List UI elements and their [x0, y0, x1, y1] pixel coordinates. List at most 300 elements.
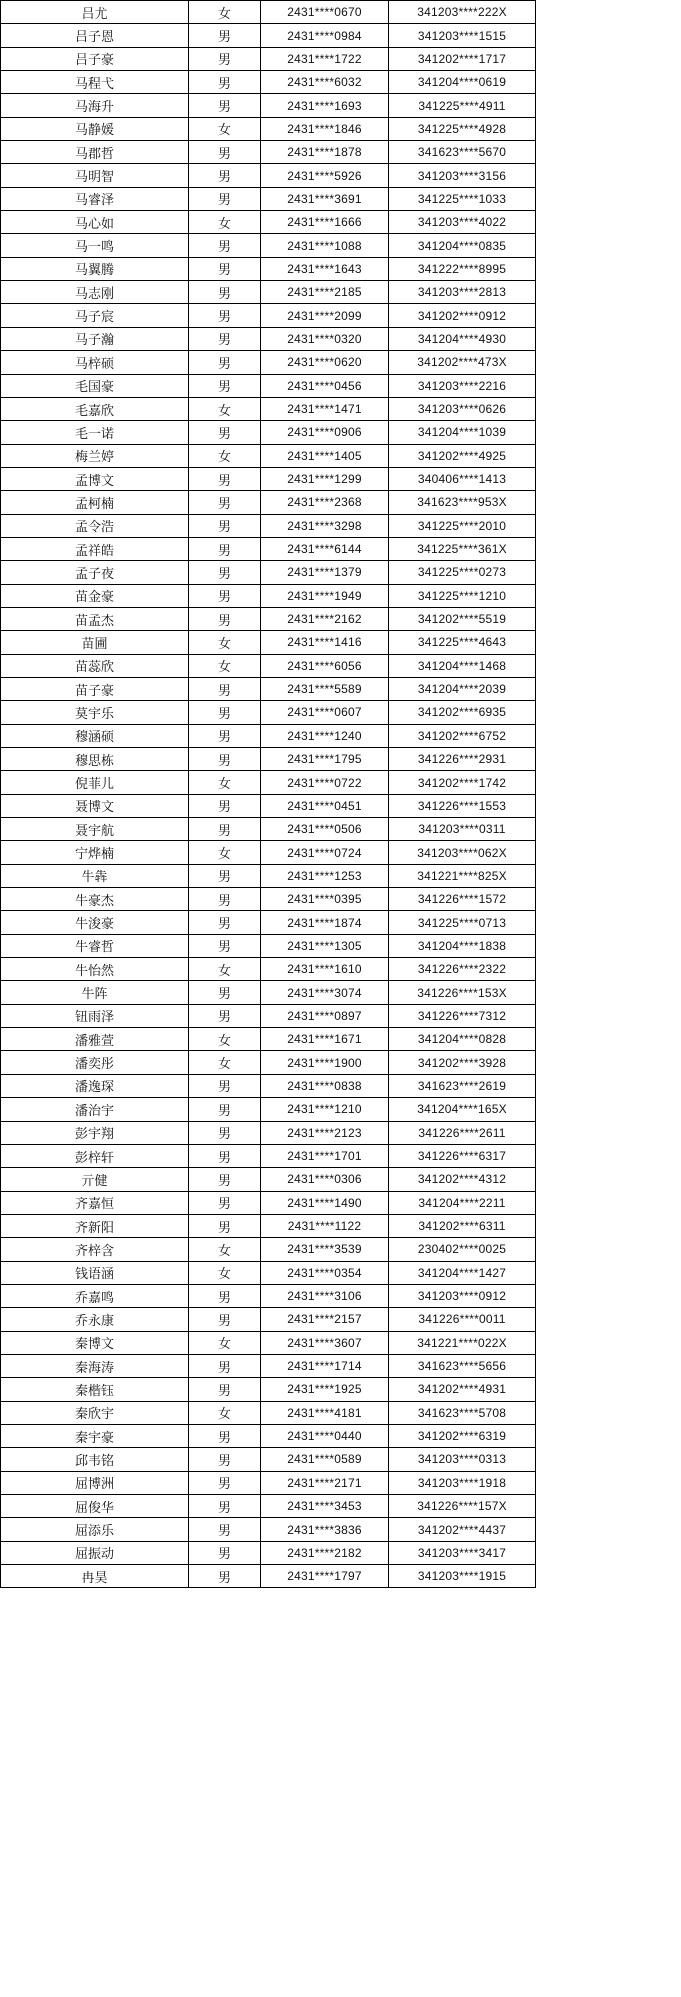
name-cell: 聂博文: [1, 794, 189, 817]
exam-id-cell: 2431****0306: [261, 1168, 389, 1191]
id-number-cell: 341623****5708: [389, 1401, 536, 1424]
exam-id-cell: 2431****0589: [261, 1448, 389, 1471]
gender-cell: 男: [189, 141, 261, 164]
exam-id-cell: 2431****1949: [261, 584, 389, 607]
name-cell: 倪菲儿: [1, 771, 189, 794]
table-row: [1, 607, 536, 630]
name-cell: 乔嘉鸣: [1, 1284, 189, 1307]
exam-id-cell: 2431****1693: [261, 94, 389, 117]
id-number-cell: 341225****1210: [389, 584, 536, 607]
table-row: [1, 514, 536, 537]
name-cell: 梅兰婷: [1, 444, 189, 467]
name-cell: 牛豪杰: [1, 888, 189, 911]
name-cell: 潘奕彤: [1, 1051, 189, 1074]
exam-id-cell: 2431****4181: [261, 1401, 389, 1424]
id-number-cell: 341226****1572: [389, 888, 536, 911]
id-number-cell: 341203****3417: [389, 1541, 536, 1564]
table-row: [1, 841, 536, 864]
name-cell: 齐梓含: [1, 1238, 189, 1261]
name-cell: 秦宇豪: [1, 1424, 189, 1447]
table-row: [1, 1121, 536, 1144]
id-number-cell: 341203****0311: [389, 818, 536, 841]
table-row: [1, 1354, 536, 1377]
table-row: [1, 561, 536, 584]
table-row: [1, 771, 536, 794]
table-row: [1, 1331, 536, 1354]
name-cell: 牛睿哲: [1, 934, 189, 957]
gender-cell: 男: [189, 748, 261, 771]
exam-id-cell: 2431****0906: [261, 421, 389, 444]
exam-id-cell: 2431****6144: [261, 537, 389, 560]
table-row: [1, 1098, 536, 1121]
id-number-cell: 341204****1039: [389, 421, 536, 444]
name-cell: 马郡哲: [1, 141, 189, 164]
id-number-cell: 341204****1427: [389, 1261, 536, 1284]
name-cell: 钮雨泽: [1, 1004, 189, 1027]
id-number-cell: 341225****4928: [389, 117, 536, 140]
table-row: [1, 1004, 536, 1027]
exam-id-cell: 2431****1253: [261, 864, 389, 887]
id-number-cell: 341202****4437: [389, 1518, 536, 1541]
name-cell: 马志刚: [1, 281, 189, 304]
id-number-cell: 341202****1742: [389, 771, 536, 794]
exam-id-cell: 2431****6032: [261, 71, 389, 94]
exam-id-cell: 2431****1846: [261, 117, 389, 140]
exam-id-cell: 2431****1379: [261, 561, 389, 584]
exam-id-cell: 2431****0722: [261, 771, 389, 794]
id-number-cell: 341226****6317: [389, 1144, 536, 1167]
table-row: [1, 117, 536, 140]
gender-cell: 女: [189, 631, 261, 654]
name-cell: 马明智: [1, 164, 189, 187]
table-row: [1, 257, 536, 280]
exam-id-cell: 2431****1490: [261, 1191, 389, 1214]
exam-id-cell: 2431****1925: [261, 1378, 389, 1401]
id-number-cell: 341203****0912: [389, 1284, 536, 1307]
id-number-cell: 341226****2611: [389, 1121, 536, 1144]
name-cell: 吕子恩: [1, 24, 189, 47]
table-row: [1, 794, 536, 817]
table-row: [1, 1448, 536, 1471]
id-number-cell: 341202****473X: [389, 351, 536, 374]
table-row: [1, 187, 536, 210]
table-row: [1, 584, 536, 607]
gender-cell: 男: [189, 584, 261, 607]
id-number-cell: 341623****2619: [389, 1074, 536, 1097]
exam-id-cell: 2431****5926: [261, 164, 389, 187]
id-number-cell: 341203****3156: [389, 164, 536, 187]
name-cell: 毛嘉欣: [1, 397, 189, 420]
name-cell: 亓健: [1, 1168, 189, 1191]
id-number-cell: 341225****2010: [389, 514, 536, 537]
name-cell: 潘雅萱: [1, 1028, 189, 1051]
table-row: [1, 1401, 536, 1424]
name-cell: 屈振动: [1, 1541, 189, 1564]
id-number-cell: 341226****7312: [389, 1004, 536, 1027]
name-cell: 吕子豪: [1, 47, 189, 70]
gender-cell: 男: [189, 607, 261, 630]
gender-cell: 男: [189, 1004, 261, 1027]
name-cell: 潘逸琛: [1, 1074, 189, 1097]
name-cell: 齐嘉恒: [1, 1191, 189, 1214]
exam-id-cell: 2431****1122: [261, 1214, 389, 1237]
exam-id-cell: 2431****3106: [261, 1284, 389, 1307]
name-cell: 穆思栋: [1, 748, 189, 771]
table-row: [1, 71, 536, 94]
exam-id-cell: 2431****1305: [261, 934, 389, 957]
table-row: [1, 351, 536, 374]
id-number-cell: 341225****0713: [389, 911, 536, 934]
exam-id-cell: 2431****1797: [261, 1565, 389, 1588]
name-cell: 彭梓轩: [1, 1144, 189, 1167]
id-number-cell: 341204****2039: [389, 677, 536, 700]
gender-cell: 男: [189, 981, 261, 1004]
table-row: [1, 677, 536, 700]
gender-cell: 男: [189, 1214, 261, 1237]
gender-cell: 男: [189, 491, 261, 514]
exam-id-cell: 2431****3453: [261, 1495, 389, 1518]
exam-id-cell: 2431****1416: [261, 631, 389, 654]
gender-cell: 男: [189, 561, 261, 584]
gender-cell: 女: [189, 444, 261, 467]
exam-id-cell: 2431****0620: [261, 351, 389, 374]
name-cell: 邱韦铭: [1, 1448, 189, 1471]
id-number-cell: 341202****6319: [389, 1424, 536, 1447]
exam-id-cell: 2431****0670: [261, 1, 389, 24]
name-cell: 聂宇航: [1, 818, 189, 841]
id-number-cell: 341226****0011: [389, 1308, 536, 1331]
exam-id-cell: 2431****3607: [261, 1331, 389, 1354]
exam-id-cell: 2431****2162: [261, 607, 389, 630]
table-row: [1, 1284, 536, 1307]
name-cell: 马静媛: [1, 117, 189, 140]
gender-cell: 男: [189, 794, 261, 817]
id-number-cell: 341226****157X: [389, 1495, 536, 1518]
name-cell: 牛阵: [1, 981, 189, 1004]
table-row: [1, 1168, 536, 1191]
id-number-cell: 340406****1413: [389, 467, 536, 490]
gender-cell: 女: [189, 1051, 261, 1074]
name-cell: 钱语涵: [1, 1261, 189, 1284]
name-cell: 孟柯楠: [1, 491, 189, 514]
gender-cell: 男: [189, 1541, 261, 1564]
table-row: [1, 1424, 536, 1447]
id-number-cell: 341203****2216: [389, 374, 536, 397]
id-number-cell: 341623****953X: [389, 491, 536, 514]
gender-cell: 男: [189, 1378, 261, 1401]
table-row: [1, 958, 536, 981]
gender-cell: 男: [189, 94, 261, 117]
id-number-cell: 341204****0835: [389, 234, 536, 257]
id-number-cell: 341203****4022: [389, 211, 536, 234]
table-row: [1, 981, 536, 1004]
id-number-cell: 341204****165X: [389, 1098, 536, 1121]
name-cell: 穆涵硕: [1, 724, 189, 747]
exam-id-cell: 2431****1299: [261, 467, 389, 490]
exam-id-cell: 2431****3298: [261, 514, 389, 537]
id-number-cell: 341202****4931: [389, 1378, 536, 1401]
table-row: [1, 141, 536, 164]
name-cell: 苗蕊欣: [1, 654, 189, 677]
gender-cell: 男: [189, 47, 261, 70]
exam-id-cell: 2431****1722: [261, 47, 389, 70]
exam-id-cell: 2431****0456: [261, 374, 389, 397]
id-number-cell: 341203****0626: [389, 397, 536, 420]
gender-cell: 男: [189, 537, 261, 560]
exam-id-cell: 2431****1405: [261, 444, 389, 467]
exam-id-cell: 2431****0724: [261, 841, 389, 864]
id-number-cell: 341226****2931: [389, 748, 536, 771]
name-cell: 冉昊: [1, 1565, 189, 1588]
name-cell: 马翼腾: [1, 257, 189, 280]
table-row: [1, 304, 536, 327]
table-row: [1, 1028, 536, 1051]
name-cell: 马一鸣: [1, 234, 189, 257]
id-number-cell: 341623****5670: [389, 141, 536, 164]
gender-cell: 男: [189, 1098, 261, 1121]
id-number-cell: 341202****6935: [389, 701, 536, 724]
table-row: [1, 724, 536, 747]
gender-cell: 女: [189, 958, 261, 981]
gender-cell: 男: [189, 1121, 261, 1144]
name-cell: 苗圃: [1, 631, 189, 654]
exam-id-cell: 2431****2171: [261, 1471, 389, 1494]
table-row: [1, 1238, 536, 1261]
exam-id-cell: 2431****1643: [261, 257, 389, 280]
gender-cell: 男: [189, 888, 261, 911]
table-row: [1, 211, 536, 234]
gender-cell: 男: [189, 281, 261, 304]
exam-id-cell: 2431****3074: [261, 981, 389, 1004]
name-cell: 孟博文: [1, 467, 189, 490]
table-row: [1, 631, 536, 654]
table-row: [1, 748, 536, 771]
id-number-cell: 341226****1553: [389, 794, 536, 817]
gender-cell: 男: [189, 1518, 261, 1541]
name-cell: 秦欣宇: [1, 1401, 189, 1424]
gender-cell: 女: [189, 1331, 261, 1354]
name-cell: 吕尤: [1, 1, 189, 24]
table-row: [1, 1051, 536, 1074]
table-row: [1, 537, 536, 560]
table-row: [1, 1378, 536, 1401]
gender-cell: 女: [189, 397, 261, 420]
table-row: [1, 327, 536, 350]
gender-cell: 男: [189, 1168, 261, 1191]
table-row: [1, 1518, 536, 1541]
id-number-cell: 341225****361X: [389, 537, 536, 560]
name-cell: 屈添乐: [1, 1518, 189, 1541]
table-row: [1, 934, 536, 957]
id-number-cell: 341202****5519: [389, 607, 536, 630]
gender-cell: 男: [189, 1448, 261, 1471]
id-number-cell: 341623****5656: [389, 1354, 536, 1377]
gender-cell: 女: [189, 841, 261, 864]
gender-cell: 男: [189, 234, 261, 257]
gender-cell: 男: [189, 1284, 261, 1307]
exam-id-cell: 2431****1900: [261, 1051, 389, 1074]
id-number-cell: 341225****1033: [389, 187, 536, 210]
exam-id-cell: 2431****2099: [261, 304, 389, 327]
gender-cell: 男: [189, 1308, 261, 1331]
table-row: [1, 491, 536, 514]
exam-id-cell: 2431****0395: [261, 888, 389, 911]
gender-cell: 男: [189, 911, 261, 934]
name-cell: 牛浚豪: [1, 911, 189, 934]
name-cell: 齐新阳: [1, 1214, 189, 1237]
gender-cell: 男: [189, 187, 261, 210]
gender-cell: 男: [189, 701, 261, 724]
name-cell: 苗子豪: [1, 677, 189, 700]
name-cell: 宁烨楠: [1, 841, 189, 864]
gender-cell: 女: [189, 117, 261, 140]
id-number-cell: 341203****1515: [389, 24, 536, 47]
table-row: [1, 1214, 536, 1237]
exam-id-cell: 2431****2157: [261, 1308, 389, 1331]
table-row: [1, 421, 536, 444]
id-number-cell: 341225****0273: [389, 561, 536, 584]
name-cell: 孟令浩: [1, 514, 189, 537]
gender-cell: 男: [189, 1144, 261, 1167]
exam-id-cell: 2431****0838: [261, 1074, 389, 1097]
id-number-cell: 341204****1838: [389, 934, 536, 957]
name-cell: 马子瀚: [1, 327, 189, 350]
table-row: [1, 164, 536, 187]
table-row: [1, 701, 536, 724]
gender-cell: 男: [189, 24, 261, 47]
exam-id-cell: 2431****0320: [261, 327, 389, 350]
gender-cell: 男: [189, 71, 261, 94]
exam-id-cell: 2431****0354: [261, 1261, 389, 1284]
exam-id-cell: 2431****2123: [261, 1121, 389, 1144]
name-cell: 彭宇翔: [1, 1121, 189, 1144]
gender-cell: 男: [189, 1191, 261, 1214]
name-cell: 毛国豪: [1, 374, 189, 397]
exam-id-cell: 2431****2182: [261, 1541, 389, 1564]
exam-id-cell: 2431****1874: [261, 911, 389, 934]
name-cell: 毛一诺: [1, 421, 189, 444]
name-cell: 潘治宇: [1, 1098, 189, 1121]
gender-cell: 男: [189, 257, 261, 280]
name-cell: 牛怡然: [1, 958, 189, 981]
id-number-cell: 341204****0619: [389, 71, 536, 94]
id-number-cell: 341225****4643: [389, 631, 536, 654]
gender-cell: 男: [189, 934, 261, 957]
id-number-cell: 341204****2211: [389, 1191, 536, 1214]
gender-cell: 男: [189, 1354, 261, 1377]
exam-id-cell: 2431****1471: [261, 397, 389, 420]
name-cell: 秦海涛: [1, 1354, 189, 1377]
exam-id-cell: 2431****3836: [261, 1518, 389, 1541]
table-row: [1, 467, 536, 490]
name-cell: 秦楷钰: [1, 1378, 189, 1401]
exam-id-cell: 2431****1088: [261, 234, 389, 257]
gender-cell: 男: [189, 514, 261, 537]
exam-id-cell: 2431****1714: [261, 1354, 389, 1377]
exam-id-cell: 2431****3539: [261, 1238, 389, 1261]
id-number-cell: 341204****4930: [389, 327, 536, 350]
gender-cell: 男: [189, 1074, 261, 1097]
name-cell: 孟子夜: [1, 561, 189, 584]
exam-id-cell: 2431****2368: [261, 491, 389, 514]
table-body: [1, 1, 536, 1588]
exam-id-cell: 2431****1240: [261, 724, 389, 747]
table-row: [1, 24, 536, 47]
name-cell: 苗孟杰: [1, 607, 189, 630]
name-cell: 马梓硕: [1, 351, 189, 374]
exam-id-cell: 2431****0607: [261, 701, 389, 724]
table-row: [1, 1565, 536, 1588]
table-row: [1, 94, 536, 117]
table-row: [1, 1541, 536, 1564]
id-number-cell: 341203****2813: [389, 281, 536, 304]
id-number-cell: 341204****0828: [389, 1028, 536, 1051]
id-number-cell: 341226****2322: [389, 958, 536, 981]
gender-cell: 男: [189, 1424, 261, 1447]
id-number-cell: 341225****4911: [389, 94, 536, 117]
id-number-cell: 341222****8995: [389, 257, 536, 280]
exam-id-cell: 2431****0897: [261, 1004, 389, 1027]
table-row: [1, 911, 536, 934]
id-number-cell: 341221****022X: [389, 1331, 536, 1354]
id-number-cell: 341202****6752: [389, 724, 536, 747]
table-row: [1, 444, 536, 467]
table-row: [1, 864, 536, 887]
id-number-cell: 230402****0025: [389, 1238, 536, 1261]
name-cell: 马海升: [1, 94, 189, 117]
gender-cell: 男: [189, 327, 261, 350]
gender-cell: 男: [189, 1471, 261, 1494]
gender-cell: 男: [189, 1495, 261, 1518]
id-number-cell: 341202****1717: [389, 47, 536, 70]
exam-id-cell: 2431****1701: [261, 1144, 389, 1167]
exam-id-cell: 2431****3691: [261, 187, 389, 210]
gender-cell: 男: [189, 164, 261, 187]
gender-cell: 男: [189, 374, 261, 397]
table-row: [1, 654, 536, 677]
id-number-cell: 341202****4312: [389, 1168, 536, 1191]
gender-cell: 男: [189, 421, 261, 444]
name-cell: 屈博洲: [1, 1471, 189, 1494]
table-row: [1, 1, 536, 24]
exam-id-cell: 2431****1610: [261, 958, 389, 981]
id-number-cell: 341202****4925: [389, 444, 536, 467]
exam-id-cell: 2431****1671: [261, 1028, 389, 1051]
name-cell: 孟祥皓: [1, 537, 189, 560]
name-cell: 牛犇: [1, 864, 189, 887]
name-cell: 乔永康: [1, 1308, 189, 1331]
id-number-cell: 341226****153X: [389, 981, 536, 1004]
name-cell: 秦博文: [1, 1331, 189, 1354]
table-row: [1, 888, 536, 911]
gender-cell: 男: [189, 304, 261, 327]
table-row: [1, 281, 536, 304]
name-cell: 马程弋: [1, 71, 189, 94]
table-row: [1, 1308, 536, 1331]
gender-cell: 女: [189, 654, 261, 677]
table-row: [1, 1261, 536, 1284]
exam-id-cell: 2431****0440: [261, 1424, 389, 1447]
exam-id-cell: 2431****6056: [261, 654, 389, 677]
gender-cell: 女: [189, 1, 261, 24]
table-row: [1, 818, 536, 841]
exam-id-cell: 2431****1795: [261, 748, 389, 771]
gender-cell: 女: [189, 1401, 261, 1424]
table-row: [1, 234, 536, 257]
id-number-cell: 341202****3928: [389, 1051, 536, 1074]
exam-id-cell: 2431****5589: [261, 677, 389, 700]
id-number-cell: 341203****062X: [389, 841, 536, 864]
